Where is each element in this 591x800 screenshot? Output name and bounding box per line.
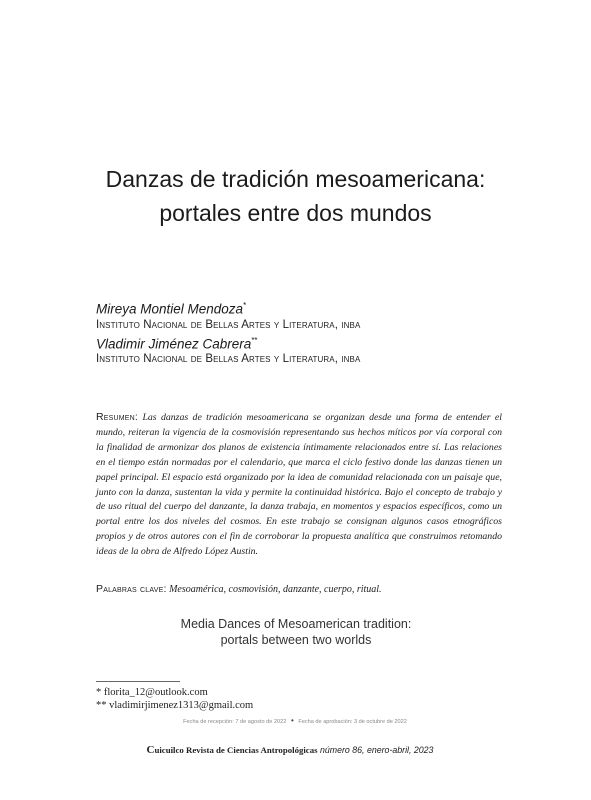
keywords-text: Mesoamérica, cosmovisión, danzante, cuerpo, ritual. [169,584,382,595]
footnote-marker-2: ** [251,335,258,345]
journal-issue: número 86, enero-abril, 2023 [320,745,434,755]
date-separator: • [290,716,294,725]
author-name-2: Vladimir Jiménez Cabrera** [96,335,258,351]
footnote-divider [96,681,180,682]
english-title-line-2: portals between two worlds [220,633,372,647]
author-affiliation-1: Instituto Nacional de Bellas Artes y Literatura, inba [96,318,361,331]
author-block [96,298,516,367]
received-date: Fecha de recepción: 7 de agosto de 2022 [183,719,287,725]
publication-dates [160,716,430,725]
author-name-1: Mireya Montiel Mendoza* [96,301,247,317]
abstract-text: Las danzas de tradición mesoamericana se organizan desde una forma de entender el mundo, reiteran la vigencia de la cosmovisión representando sus hechos míticos por vía corporal con la finalidad de armonizar dos planos de existencia íntimamente relacionados entre sí. Las relaciones en el tiempo están normadas por el calendario, que marca el ciclo festivo donde las danzas tienen un papel principal. El espacio está organizado por la idea de comunidad relacionada con un paisaje que, junto con la danza, sustentan la vida y permite la continuidad histórica. Bajo el concepto de trabajo y de uso ritual del cuerpo del danzante, la danza trabaja, en momentos y espacios específicos, como un portal entre los dos niveles del cosmos. En este trabajo se consignan algunos casos etnográficos propios y de otros autores con el fin de corroborar la propuesta analítica que construimos retomando ideas de la obra de Alfredo López Austin. [96,412,502,558]
title-line-1: Danzas de tradición mesoamericana: [105,166,486,192]
keywords-line [96,583,502,595]
footnote-marker-1: * [243,301,247,310]
article-title [40,162,551,230]
footnote-email-2: ** vladimirjimenez1313@gmail.com [96,700,254,711]
english-title-line-1: Media Dances of Mesoamerican tradition: [180,617,412,631]
journal-name: Cuicuilco Revista de Ciencias Antropológicas [146,744,318,756]
title-line-2: portales entre dos mundos [159,200,432,226]
author-affiliation-2: Instituto Nacional de Bellas Artes y Literatura, inba [96,353,361,365]
footnote-email-1: * florita_12@outlook.com [96,687,208,698]
abstract-paragraph [96,410,502,560]
journal-footer [140,744,440,756]
english-title [96,616,496,648]
approved-date: Fecha de aprobación: 3 de octubre de 2022 [298,719,407,725]
keywords-label: Palabras clave: [96,583,167,595]
abstract-label: Resumen: [96,411,139,423]
